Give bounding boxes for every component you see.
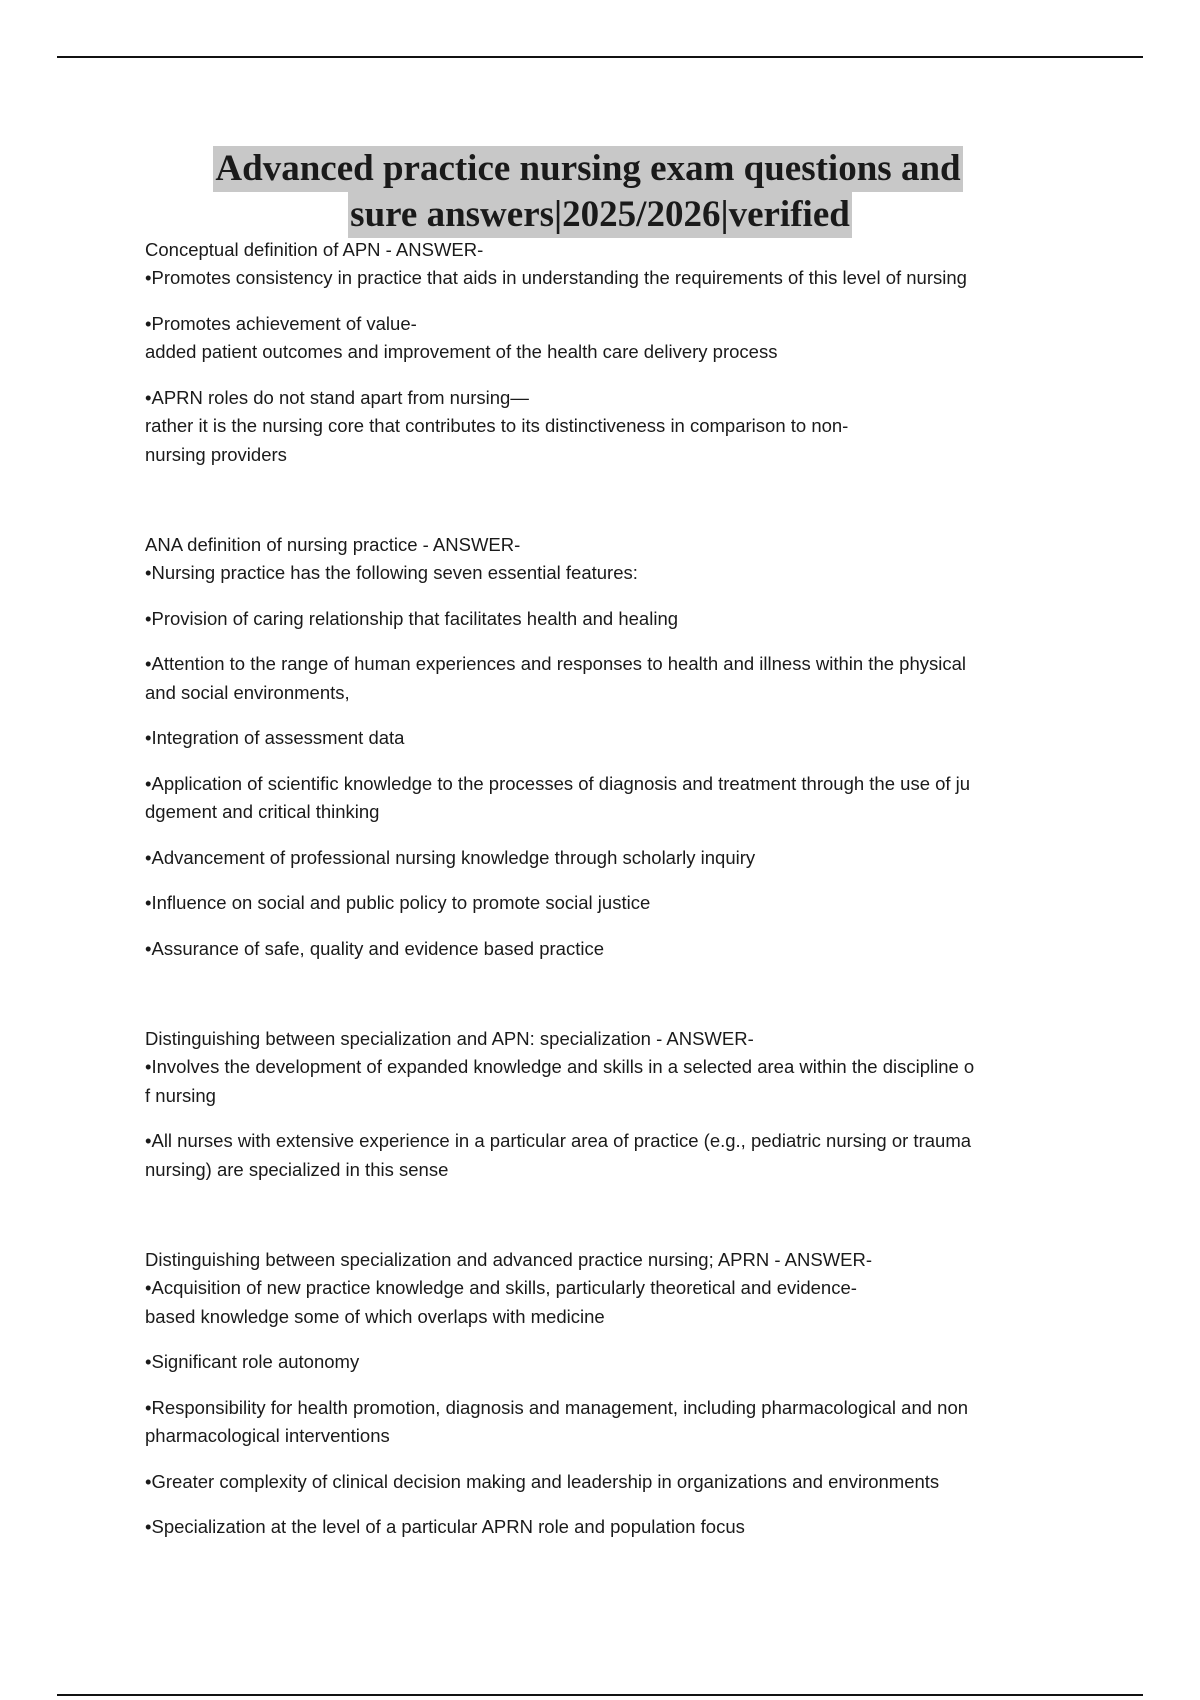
- answer-bullet: •Specialization at the level of a particular APRN role and population focus: [145, 1516, 745, 1537]
- answer-text: •Attention to the range of human experiences and responses to health and illness within the physical and social environments,: [145, 653, 966, 703]
- qa-list: [145, 236, 1075, 1559]
- answer-text: •Involves the development of expanded knowledge and skills in a selected area within the discipline o f nursing: [145, 1056, 975, 1106]
- question-text: Distinguishing between specialization and advanced practice nursing; APRN - ANSWER-: [145, 1249, 873, 1270]
- answer-bullet: [145, 384, 1075, 470]
- answer-text: •Application of scientific knowledge to the processes of diagnosis and treatment through the use of ju dgement and critical thinking: [145, 772, 971, 822]
- answer-text: •Promotes achievement of value- added patient outcomes and improvement of the health care delivery process: [145, 312, 778, 362]
- answer-bullet: •Promotes consistency in practice that aids in understanding the requirements of this level of nursing: [145, 267, 967, 288]
- answer-bullet: •Assurance of safe, quality and evidence based practice: [145, 937, 604, 959]
- title-line-1: Advanced practice nursing exam questions and: [213, 146, 962, 192]
- question-text: Conceptual definition of APN - ANSWER-: [145, 239, 484, 260]
- answer-bullet: •Integration of assessment data: [145, 727, 405, 748]
- answer-bullet: [145, 650, 1075, 707]
- answer-bullet: [145, 770, 1075, 827]
- answer-bullet: •Influence on social and public policy to promote social justice: [145, 892, 651, 913]
- answer-text: •All nurses with extensive experience in a particular area of practice (e.g., pediatric nursing or trauma nursing) are specialized in this sense: [145, 1130, 972, 1180]
- top-rule: [57, 56, 1143, 58]
- bottom-rule: [57, 1694, 1143, 1696]
- qa-item: [145, 1246, 1075, 1542]
- answer-bullet: [145, 1053, 1075, 1110]
- answer-text: •Acquisition of new practice knowledge and skills, particularly theoretical and evidence- based knowledge some of which overlaps with medicine: [145, 1277, 857, 1327]
- answer-bullet: •Significant role autonomy: [145, 1351, 360, 1372]
- qa-item: [145, 531, 1075, 963]
- answer-text: •Responsibility for health promotion, diagnosis and management, including pharmacological and non pharmacological interventions: [145, 1396, 969, 1446]
- qa-item: [145, 236, 1075, 469]
- document-title: [0, 146, 1200, 238]
- answer-bullet: [145, 1274, 1075, 1331]
- question-text: Distinguishing between specialization and APN: specialization - ANSWER-: [145, 1028, 754, 1049]
- answer-bullet: •Nursing practice has the following seven essential features:: [145, 562, 638, 583]
- answer-bullet: •Advancement of professional nursing knowledge through scholarly inquiry: [145, 846, 756, 868]
- answer-bullet: [145, 1394, 1075, 1451]
- answer-bullet: [145, 310, 1075, 367]
- question-text: ANA definition of nursing practice - ANSWER-: [145, 534, 521, 555]
- qa-item: [145, 1025, 1075, 1184]
- answer-bullet: •Provision of caring relationship that facilitates health and healing: [145, 607, 679, 629]
- title-line-2: sure answers|2025/2026|verified: [348, 192, 852, 238]
- answer-bullet: [145, 1127, 1075, 1184]
- answer-bullet: •Greater complexity of clinical decision making and leadership in organizations and environments: [145, 1470, 940, 1492]
- answer-text: •APRN roles do not stand apart from nursing— rather it is the nursing core that contributes to its distinctiveness in comparison to non- nursing providers: [145, 386, 849, 465]
